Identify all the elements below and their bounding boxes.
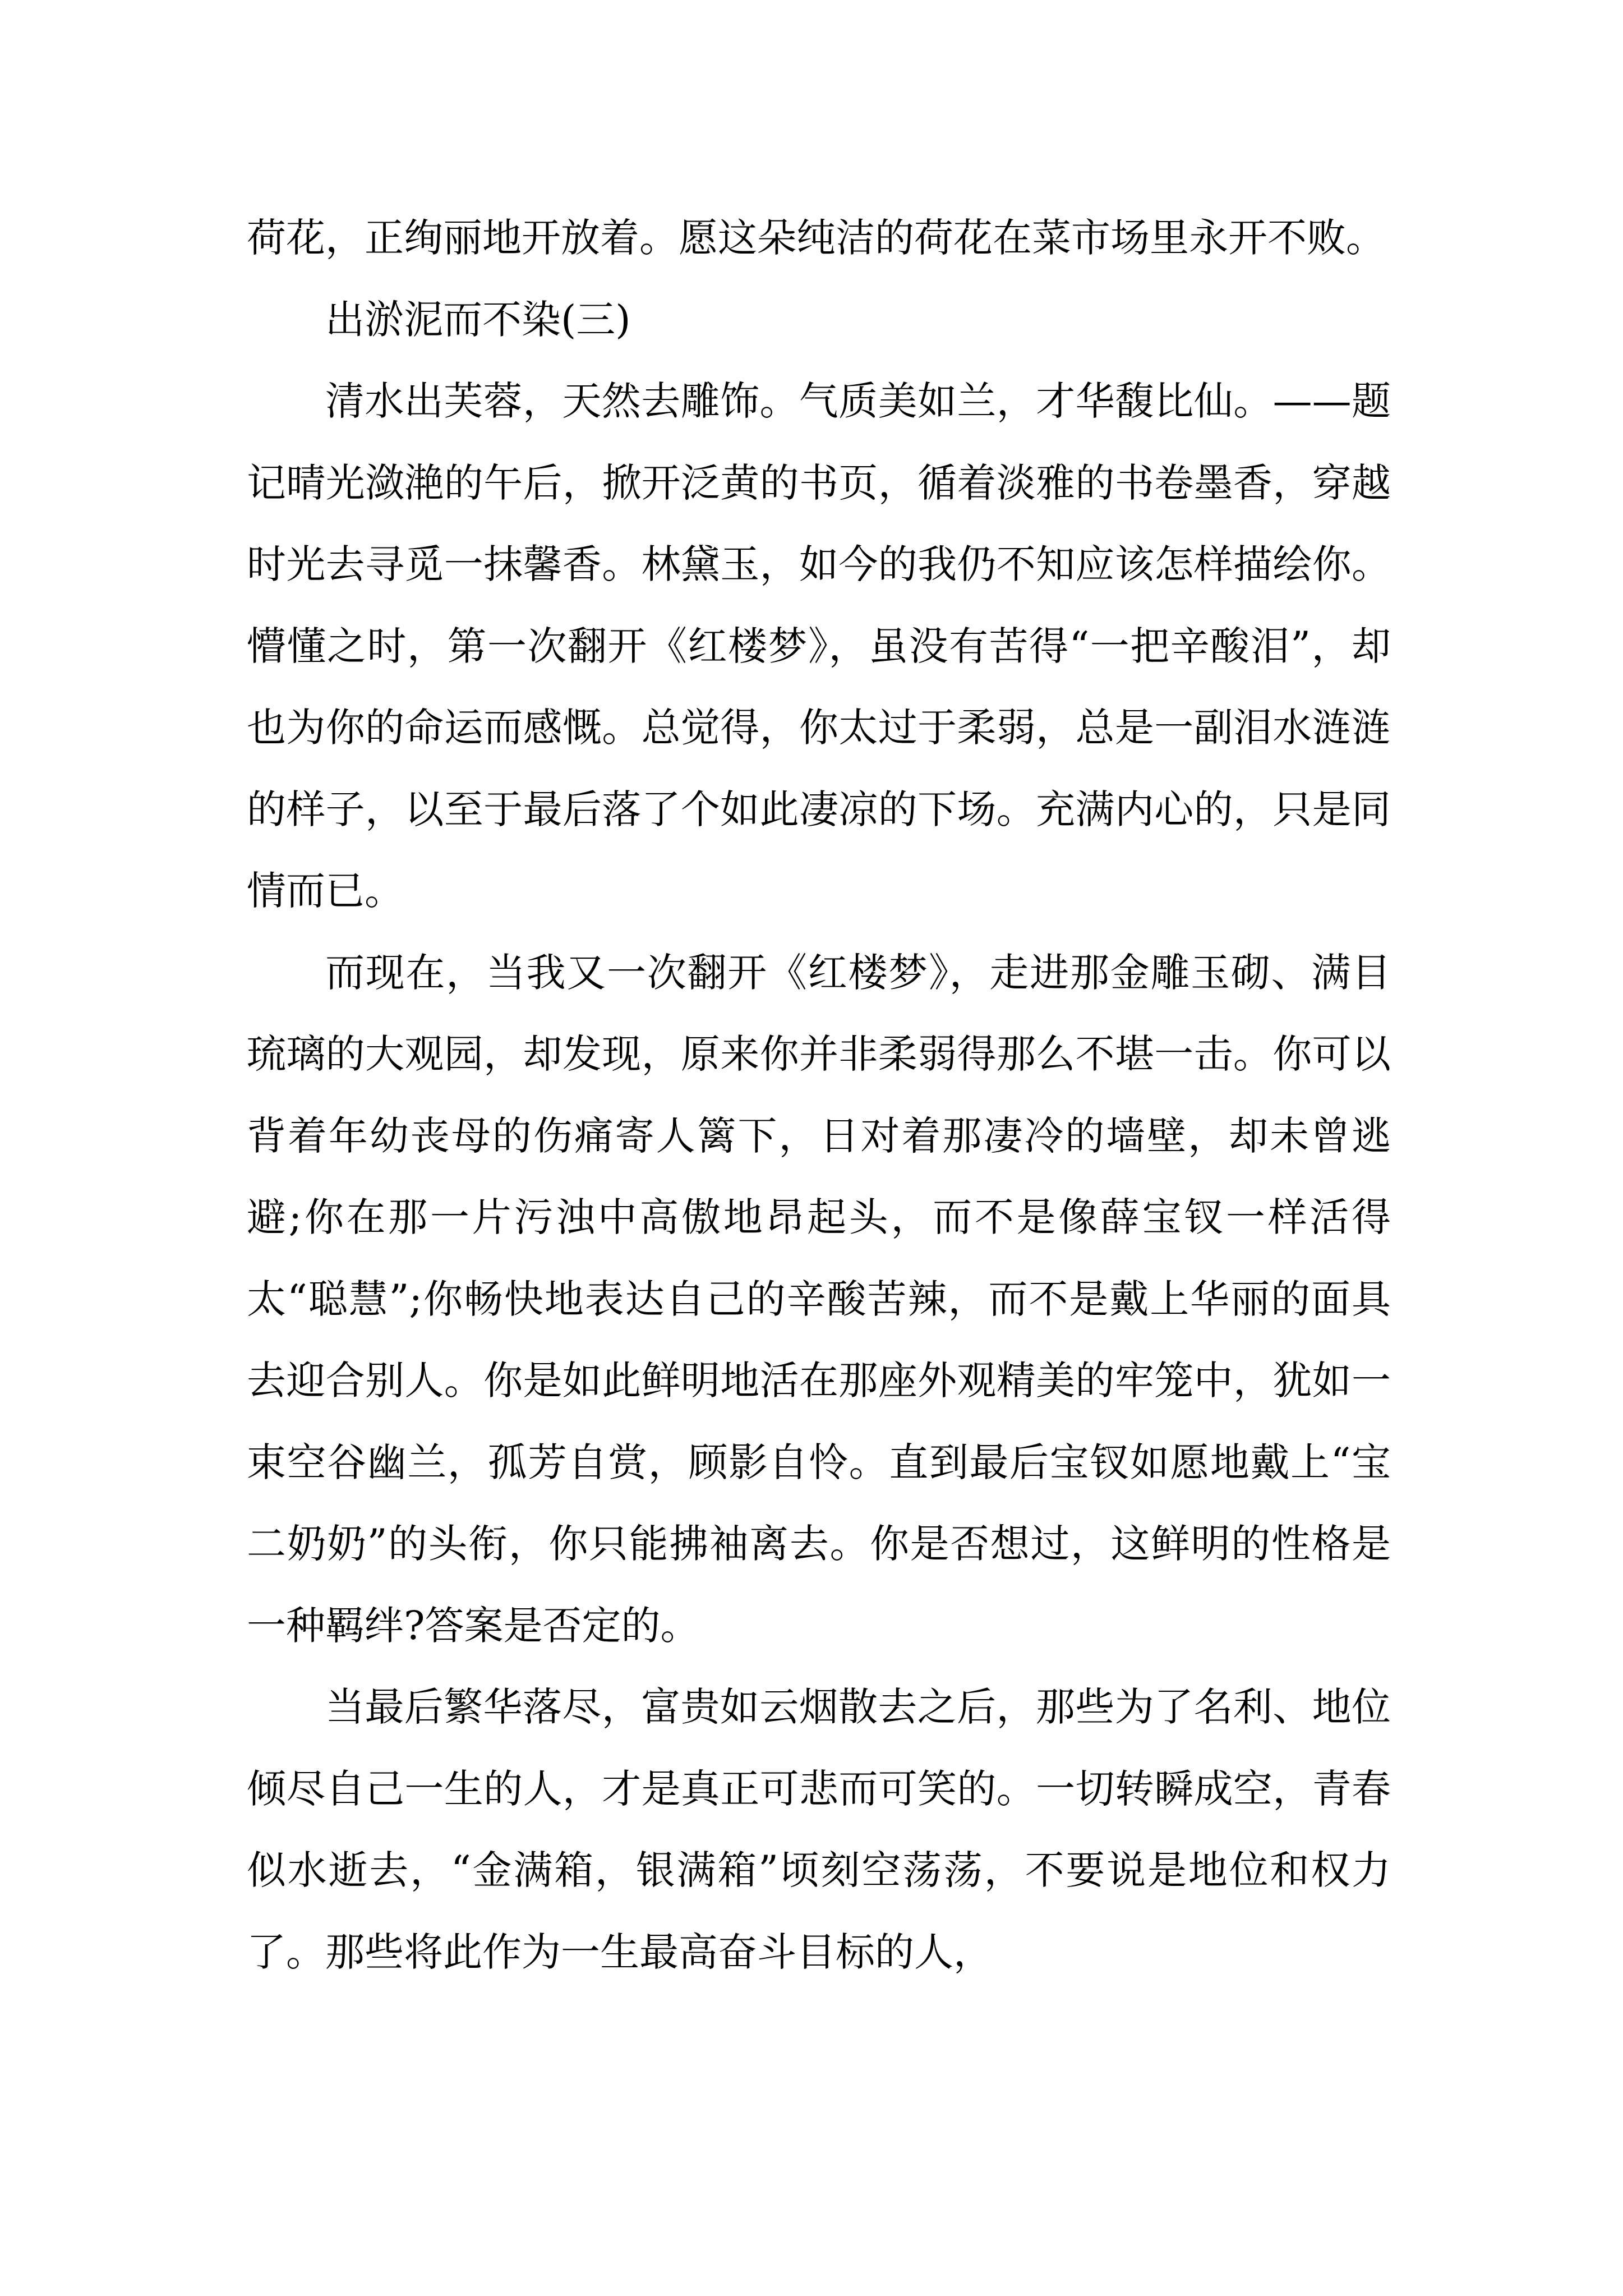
section-title: 出淤泥而不染(三) [325,296,631,343]
paragraph: 荷花，正绚丽地开放着。愿这朵纯洁的荷花在菜市场里永开不败。 [247,215,1385,261]
paragraph: 当最后繁华落尽，富贵如云烟散去之后，那些为了名利、地位倾尽自己一生的人，才是真正可悲而可笑的。一切转瞬成空，青春似水逝去，“金满箱，银满箱”顷刻空荡荡，不要说是地位和权力了。那些将此作为一生最高奋斗目标的人， [247,1684,1391,1975]
paragraph: 而现在，当我又一次翻开《红楼梦》，走进那金雕玉砌、满目琉璃的大观园，却发现，原来你并非柔弱得那么不堪一击。你可以背着年幼丧母的伤痛寄人篱下，日对着那凄冷的墙壁，却未曾逃避;你在那一片污浊中高傲地昂起头，而不是像薛宝钗一样活得太“聪慧”;你畅快地表达自己的辛酸苦辣，而不是戴上华丽的面具去迎合别人。你是如此鲜明地活在那座外观精美的牢笼中，犹如一束空谷幽兰，孤芳自赏，顾影自怜。直到最后宝钗如愿地戴上“宝二奶奶”的头衔，你只能拂袖离去。你是否想过，这鲜明的性格是一种羁绊?答案是否定的。 [247,949,1391,1649]
paragraph: 清水出芙蓉，天然去雕饰。气质美如兰，才华馥比仙。——题记晴光潋滟的午后，掀开泛黄的书页，循着淡雅的书卷墨香，穿越时光去寻觅一抹馨香。林黛玉，如今的我仍不知应该怎样描绘你。懵懂之时，第一次翻开《红楼梦》，虽没有苦得“一把辛酸泪”，却也为你的命运而感慨。总觉得，你太过于柔弱，总是一副泪水涟涟的样子，以至于最后落了个如此凄凉的下场。充满内心的，只是同情而已。 [247,378,1391,914]
essay-body [247,197,1391,1993]
